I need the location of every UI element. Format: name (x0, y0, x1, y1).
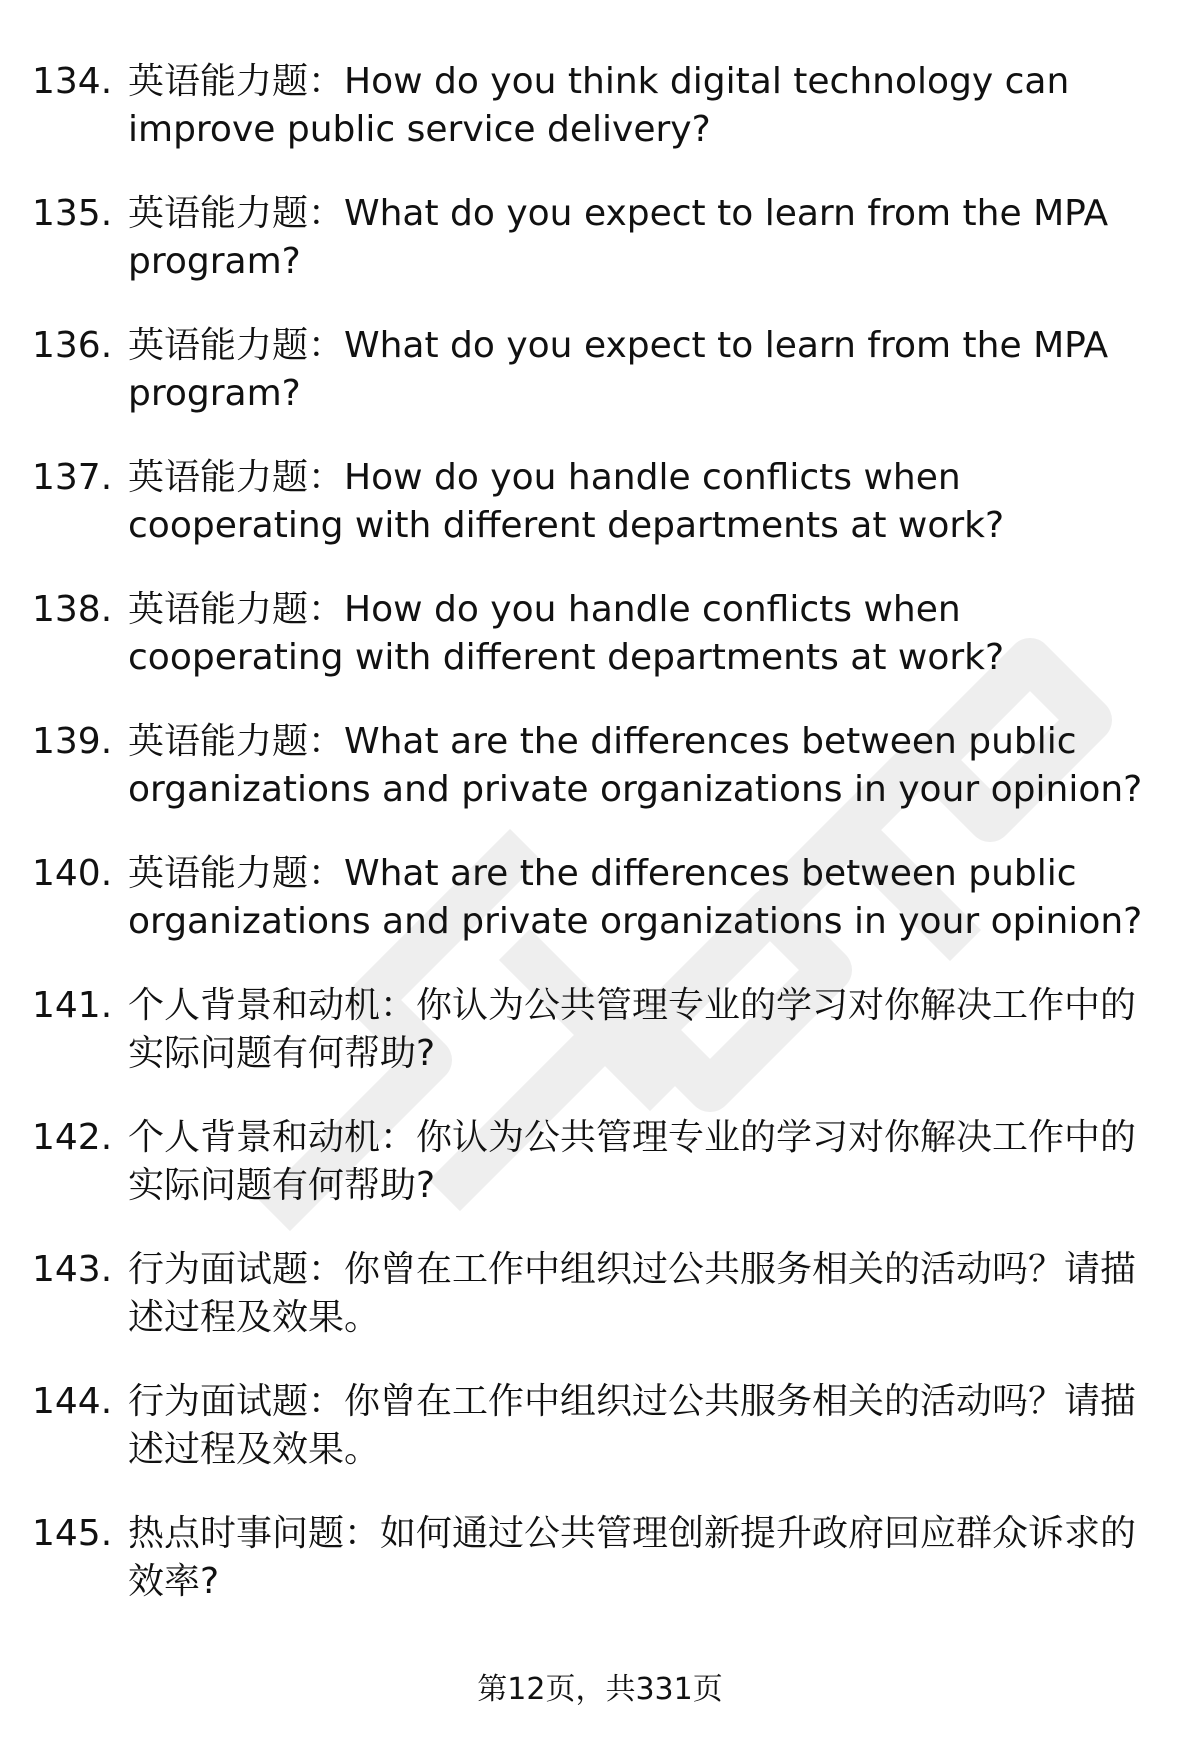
question-text (128, 454, 1138, 550)
question-item (0, 190, 1200, 300)
question-line: 行为面试题：你曾在工作中组织过公共服务相关的活动吗？请描 (128, 1381, 1137, 1422)
question-line: 英语能力题：How do you think digital technology can (128, 61, 1070, 102)
question-line: 实际问题有何帮助? (128, 1165, 436, 1206)
question-item (0, 58, 1200, 168)
question-line: 英语能力题：What are the differences between public (128, 721, 1077, 762)
question-item (0, 850, 1200, 960)
question-text (128, 1114, 1138, 1210)
question-text (128, 850, 1143, 946)
question-number: 134. (32, 61, 113, 102)
question-line: 热点时事问题：如何通过公共管理创新提升政府回应群众诉求的 (128, 1513, 1137, 1554)
question-text (128, 718, 1143, 814)
question-text (128, 1378, 1138, 1474)
question-line: 英语能力题：What do you expect to learn from the MPA (128, 325, 1109, 366)
page-number-label: 第12页，共331页 (477, 1672, 723, 1707)
question-item (0, 718, 1200, 828)
question-number: 135. (32, 193, 113, 234)
question-line: 行为面试题：你曾在工作中组织过公共服务相关的活动吗？请描 (128, 1249, 1137, 1290)
question-text (128, 586, 1138, 682)
question-number: 138. (32, 589, 113, 630)
question-item (0, 454, 1200, 564)
question-line: organizations and private organizations in your opinion? (128, 769, 1143, 810)
question-item (0, 1114, 1200, 1224)
question-number: 142. (32, 1117, 113, 1158)
question-line: 效率? (128, 1561, 220, 1602)
question-line: 英语能力题：What do you expect to learn from the MPA (128, 193, 1109, 234)
question-number: 139. (32, 721, 113, 762)
question-line: 述过程及效果。 (128, 1297, 381, 1338)
question-line: 述过程及效果。 (128, 1429, 381, 1470)
question-text (128, 1246, 1138, 1342)
question-item (0, 1246, 1200, 1356)
question-line: program? (128, 241, 301, 282)
question-number: 137. (32, 457, 113, 498)
question-number: 145. (32, 1513, 113, 1554)
question-line: program? (128, 373, 301, 414)
question-line: 英语能力题：What are the differences between public (128, 853, 1077, 894)
page-footer (0, 1670, 1200, 1710)
question-line: 个人背景和动机：你认为公共管理专业的学习对你解决工作中的 (128, 985, 1137, 1026)
question-text (128, 982, 1138, 1078)
question-item (0, 1378, 1200, 1488)
question-line: cooperating with different departments at work? (128, 637, 1005, 678)
question-item (0, 322, 1200, 432)
question-item (0, 586, 1200, 696)
question-line: 个人背景和动机：你认为公共管理专业的学习对你解决工作中的 (128, 1117, 1137, 1158)
question-number: 143. (32, 1249, 113, 1290)
question-item (0, 1510, 1200, 1620)
question-text (128, 1510, 1138, 1606)
question-line: cooperating with different departments at work? (128, 505, 1005, 546)
question-line: improve public service delivery? (128, 109, 711, 150)
question-number: 136. (32, 325, 113, 366)
question-text (128, 190, 1138, 286)
question-number: 144. (32, 1381, 113, 1422)
question-line: organizations and private organizations in your opinion? (128, 901, 1143, 942)
question-text (128, 322, 1138, 418)
question-item (0, 982, 1200, 1092)
question-text (128, 58, 1138, 154)
question-line: 英语能力题：How do you handle conflicts when (128, 589, 961, 630)
question-number: 141. (32, 985, 113, 1026)
question-line: 英语能力题：How do you handle conflicts when (128, 457, 961, 498)
question-line: 实际问题有何帮助? (128, 1033, 436, 1074)
question-number: 140. (32, 853, 113, 894)
